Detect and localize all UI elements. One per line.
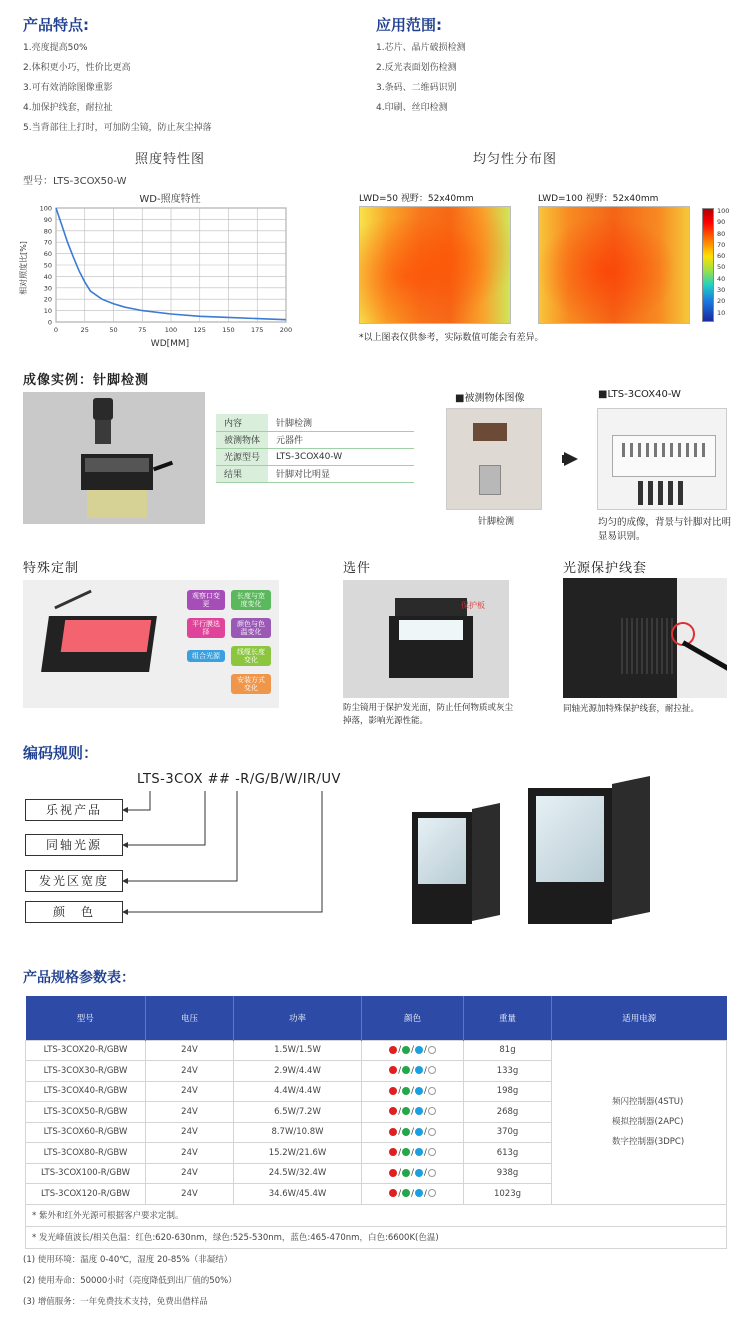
uniformity-note: *以上图表仅供参考，实际数值可能会有差异。 xyxy=(359,333,544,343)
footnote: (1) 使用环境：温度 0-40℃，湿度 20-85%（非凝结） xyxy=(23,1255,233,1265)
custom-title: 特殊定制 xyxy=(23,561,80,576)
chart-y-tick-label: 90 xyxy=(43,215,52,224)
spec-voltage: 24V xyxy=(146,1163,234,1184)
feature-item: 5.当背部往上打时，可加防尘镜，防止灰尘掉落 xyxy=(23,123,212,133)
spec-model: LTS-3COX40-R/GBW xyxy=(26,1081,146,1102)
color-dot-icon xyxy=(415,1046,423,1054)
spec-model: LTS-3COX80-R/GBW xyxy=(26,1143,146,1164)
color-dot-icon xyxy=(402,1046,410,1054)
color-dot-icon xyxy=(389,1046,397,1054)
spec-weight: 268g xyxy=(464,1102,552,1123)
spec-header-row xyxy=(26,996,727,1040)
spec-model: LTS-3COX60-R/GBW xyxy=(26,1122,146,1143)
spec-header: 型号 xyxy=(26,996,146,1040)
code-part: - xyxy=(160,772,166,787)
spec-voltage: 24V xyxy=(146,1122,234,1143)
options-title: 选件 xyxy=(343,561,372,576)
application-item: 2.反光表面划伤检测 xyxy=(376,63,457,73)
chart-x-tick-label: 175 xyxy=(251,326,264,334)
info-row: 光源型号 LTS-3COX40-W xyxy=(216,448,414,465)
chart-x-label: WD[MM] xyxy=(150,339,190,349)
color-dot-icon xyxy=(389,1087,397,1095)
model-label: 型号：LTS-3COX50-W xyxy=(23,176,127,187)
spec-model: LTS-3COX50-R/GBW xyxy=(26,1102,146,1123)
spec-colors: / / / xyxy=(362,1081,464,1102)
spec-colors: / / / xyxy=(362,1143,464,1164)
result-image-label: ■LTS-3COX40-W xyxy=(598,389,681,400)
spec-power: 24.5W/32.4W xyxy=(234,1163,362,1184)
object-caption: 针脚检测 xyxy=(478,517,515,527)
color-dot-icon xyxy=(428,1087,436,1095)
color-dot-icon xyxy=(389,1066,397,1074)
color-dot-icon xyxy=(415,1128,423,1136)
color-dot-icon xyxy=(415,1107,423,1115)
spec-voltage: 24V xyxy=(146,1081,234,1102)
uniformity-section-title: 均匀性分布图 xyxy=(472,152,557,167)
product-photo-large xyxy=(528,780,652,924)
map1-label: LWD=50 视野：52x40mm xyxy=(359,194,474,204)
color-dot-icon xyxy=(402,1189,410,1197)
code-part: LTS xyxy=(137,772,161,787)
color-dot-icon xyxy=(428,1169,436,1177)
chart-y-tick-label: 20 xyxy=(43,295,52,304)
spec-note: * 发光峰值波长/相关色温：红色:620-630nm，绿色:525-530nm，蓝色:465-470nm，白色:6600K(色温) xyxy=(26,1226,727,1248)
spec-table xyxy=(25,996,727,1249)
color-dot-icon xyxy=(428,1189,436,1197)
chart-x-tick-label: 150 xyxy=(222,326,235,334)
spec-weight: 613g xyxy=(464,1143,552,1164)
code-box-width: 发光区宽度 xyxy=(25,870,123,892)
color-dot-icon xyxy=(428,1128,436,1136)
color-dot-icon xyxy=(389,1128,397,1136)
color-dot-icon xyxy=(402,1107,410,1115)
custom-tag: 观察口变更 xyxy=(187,590,225,610)
power-supply-item: 模拟控制器(2APC) xyxy=(612,1117,684,1127)
code-part: R/G/B/W/IR/UV xyxy=(240,772,341,787)
feature-item: 2.体积更小巧，性价比更高 xyxy=(23,63,131,73)
color-dot-icon xyxy=(415,1087,423,1095)
spec-footnotes xyxy=(23,1250,237,1313)
code-part: ## xyxy=(207,772,231,787)
footnote: (2) 使用寿命：50000小时（亮度降低到出厂值的50%） xyxy=(23,1276,237,1286)
color-dot-icon xyxy=(428,1046,436,1054)
spec-header: 颜色 xyxy=(362,996,464,1040)
custom-tag: 安装方式变化 xyxy=(231,674,271,694)
options-caption: 防尘镜用于保护发光面，防止任何物质或灰尘掉落，影响光源性能。 xyxy=(343,703,514,726)
application-item: 4.印刷、丝印检测 xyxy=(376,103,448,113)
chart-y-tick-label: 10 xyxy=(43,307,52,316)
code-box-color: 颜 色 xyxy=(25,901,123,923)
color-dot-icon xyxy=(402,1128,410,1136)
chart-x-tick-label: 100 xyxy=(164,326,178,334)
chart-y-tick-label: 0 xyxy=(47,318,52,327)
chart-y-tick-label: 40 xyxy=(43,272,52,281)
spec-colors: / / / xyxy=(362,1184,464,1205)
spec-header: 重量 xyxy=(464,996,552,1040)
color-dot-icon xyxy=(389,1189,397,1197)
color-dot-icon xyxy=(415,1189,423,1197)
chart-y-tick-label: 80 xyxy=(43,227,52,236)
color-dot-icon xyxy=(402,1087,410,1095)
chart-x-tick-label: 25 xyxy=(80,326,89,334)
power-supply-item: 数字控制器(3DPC) xyxy=(612,1137,685,1147)
protect-caption: 同轴光源加特殊保护线套，耐拉扯。 xyxy=(563,704,700,714)
color-dot-icon xyxy=(415,1066,423,1074)
protect-plate-callout: 保护板 xyxy=(461,601,485,610)
chart-x-tick-label: 125 xyxy=(193,326,206,334)
spec-power: 8.7W/10.8W xyxy=(234,1122,362,1143)
spec-power: 34.6W/45.4W xyxy=(234,1184,362,1205)
footnote: (3) 增值服务：一年免费技术支持，免费出借样品 xyxy=(23,1297,208,1307)
custom-tag: 长度与宽度变化 xyxy=(231,590,271,610)
chart-title: WD-照度特性 xyxy=(139,194,201,205)
code-title: 编码规则： xyxy=(23,744,99,762)
code-part: 3COX xyxy=(165,772,204,787)
spec-voltage: 24V xyxy=(146,1102,234,1123)
spec-colors: / / / xyxy=(362,1061,464,1082)
chart-y-tick-label: 70 xyxy=(43,238,52,247)
feature-item: 1.亮度提高50% xyxy=(23,43,88,53)
code-part: - xyxy=(235,772,241,787)
power-supply-item: 频闪控制器(4STU) xyxy=(612,1097,684,1107)
feature-item: 4.加保护线套，耐拉扯 xyxy=(23,103,113,113)
custom-tag: 平行膜选择 xyxy=(187,618,225,638)
color-dot-icon xyxy=(402,1148,410,1156)
protect-title: 光源保护线套 xyxy=(563,561,648,576)
chart-x-tick-label: 75 xyxy=(138,326,147,334)
spec-voltage: 24V xyxy=(146,1184,234,1205)
chart-y-tick-label: 50 xyxy=(43,261,52,270)
spec-colors: / / / xyxy=(362,1163,464,1184)
code-box-brand: 乐视产品 xyxy=(25,799,123,821)
color-dot-icon xyxy=(389,1148,397,1156)
spec-weight: 198g xyxy=(464,1081,552,1102)
spec-header: 电压 xyxy=(146,996,234,1040)
spec-model: LTS-3COX120-R/GBW xyxy=(26,1184,146,1205)
spec-header: 功率 xyxy=(234,996,362,1040)
spec-colors: / / / xyxy=(362,1122,464,1143)
features-title: 产品特点: xyxy=(23,16,89,34)
custom-tag: 颜色与色温变化 xyxy=(231,618,271,638)
feature-item: 3.可有效消除图像重影 xyxy=(23,83,113,93)
color-dot-icon xyxy=(428,1148,436,1156)
table-row xyxy=(26,1040,727,1061)
spec-power: 4.4W/4.4W xyxy=(234,1081,362,1102)
color-dot-icon xyxy=(428,1107,436,1115)
chart-y-tick-label: 60 xyxy=(43,250,52,259)
spec-weight: 938g xyxy=(464,1163,552,1184)
spec-power-supply xyxy=(552,1040,727,1204)
spec-power: 1.5W/1.5W xyxy=(234,1040,362,1061)
object-image-label: ■被测物体图像 xyxy=(455,393,525,404)
chart-y-label: 相对照度比[%] xyxy=(19,241,28,295)
info-row: 被测物体 元器件 xyxy=(216,431,414,448)
spec-voltage: 24V xyxy=(146,1061,234,1082)
applications-title: 应用范围: xyxy=(376,16,442,34)
spec-power: 15.2W/21.6W xyxy=(234,1143,362,1164)
info-row: 结果 针脚对比明显 xyxy=(216,465,414,482)
spec-voltage: 24V xyxy=(146,1040,234,1061)
spec-voltage: 24V xyxy=(146,1143,234,1164)
spec-header: 适用电源 xyxy=(552,996,727,1040)
spec-note: * 紫外和红外光源可根据客户要求定制。 xyxy=(26,1204,727,1226)
chart-x-tick-label: 50 xyxy=(109,326,118,334)
application-item: 1.芯片、晶片破损检测 xyxy=(376,43,466,53)
custom-tag: 组合光源 xyxy=(187,650,225,662)
color-dot-icon xyxy=(389,1169,397,1177)
illuminance-section-title: 照度特性图 xyxy=(134,152,205,167)
color-dot-icon xyxy=(415,1148,423,1156)
color-dot-icon xyxy=(402,1169,410,1177)
spec-model: LTS-3COX30-R/GBW xyxy=(26,1061,146,1082)
color-dot-icon xyxy=(428,1066,436,1074)
chart-x-tick-label: 0 xyxy=(53,326,59,334)
info-row: 内容 针脚检测 xyxy=(216,414,414,431)
chart-x-tick-label: 200 xyxy=(279,326,293,334)
application-item: 3.条码、二维码识别 xyxy=(376,83,457,93)
spec-weight: 370g xyxy=(464,1122,552,1143)
map2-label: LWD=100 视野：52x40mm xyxy=(538,194,659,204)
color-dot-icon xyxy=(389,1107,397,1115)
product-photo-small xyxy=(412,806,504,924)
chart-y-tick-label: 30 xyxy=(43,284,52,293)
chart-y-tick-label: 100 xyxy=(39,204,52,213)
spec-title: 产品规格参数表： xyxy=(23,970,135,986)
color-dot-icon xyxy=(415,1169,423,1177)
custom-tag: 线缆长度变化 xyxy=(231,646,271,666)
spec-weight: 81g xyxy=(464,1040,552,1061)
result-caption: 均匀的成像，背景与针脚对比明显易识别。 xyxy=(598,517,732,542)
color-dot-icon xyxy=(402,1066,410,1074)
spec-weight: 1023g xyxy=(464,1184,552,1205)
imaging-title: 成像实例：针脚检测 xyxy=(23,373,150,388)
color-scale-ticks: 100 90 80 70 60 50 40 30 20 10 xyxy=(717,207,730,317)
spec-model: LTS-3COX100-R/GBW xyxy=(26,1163,146,1184)
spec-power: 2.9W/4.4W xyxy=(234,1061,362,1082)
spec-model: LTS-3COX20-R/GBW xyxy=(26,1040,146,1061)
spec-colors: / / / xyxy=(362,1102,464,1123)
code-box-type: 同轴光源 xyxy=(25,834,123,856)
spec-colors: / / / xyxy=(362,1040,464,1061)
spec-power: 6.5W/7.2W xyxy=(234,1102,362,1123)
spec-weight: 133g xyxy=(464,1061,552,1082)
